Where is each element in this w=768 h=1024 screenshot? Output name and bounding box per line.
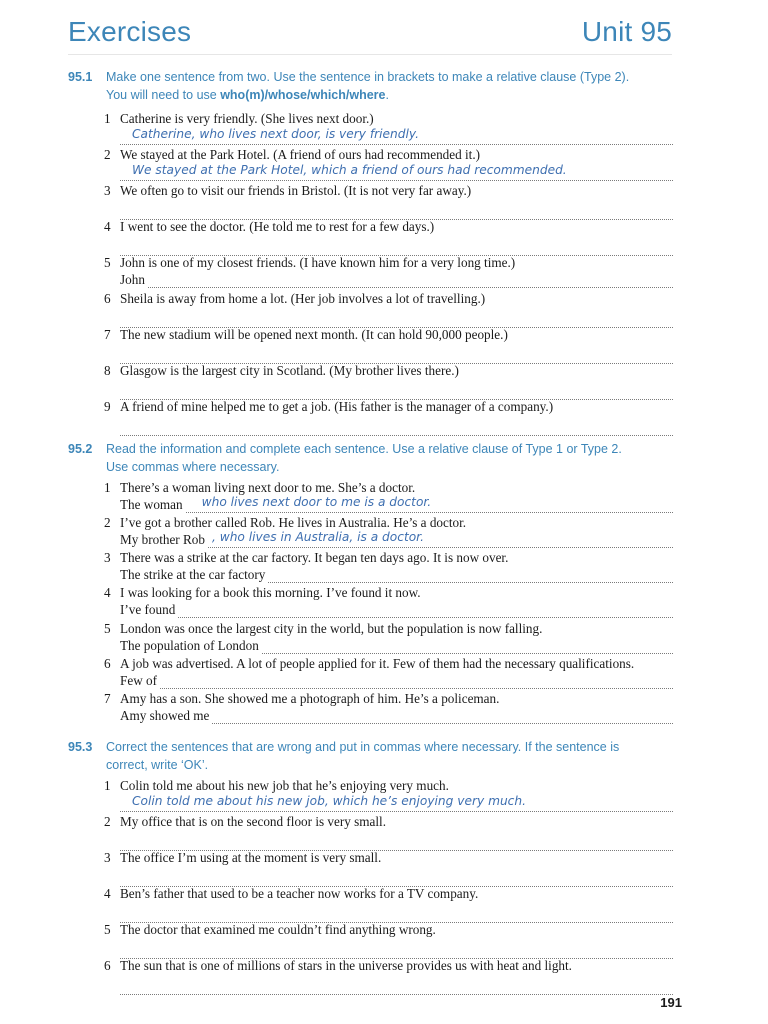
sentence-stem: I’ve found <box>120 602 176 617</box>
question-text: There’s a woman living next door to me. She’s a doctor. <box>120 480 416 495</box>
question-text: I went to see the doctor. (He told me to rest for a few days.) <box>120 219 435 234</box>
section-number: 95.2 <box>68 442 93 456</box>
question-text: We often go to visit our friends in Bristol. (It is not very far away.) <box>120 183 472 198</box>
handwritten-answer: Catherine, who lives next door, is very friendly. <box>132 127 420 141</box>
question-text: Catherine is very friendly. (She lives next door.) <box>120 111 374 126</box>
sentence-stem: The strike at the car factory <box>120 567 266 582</box>
question-text: My office that is on the second floor is very small. <box>120 814 387 829</box>
sentence-stem: John <box>120 272 145 287</box>
question-text: Glasgow is the largest city in Scotland. (My brother lives there.) <box>120 363 459 378</box>
answer-line[interactable] <box>120 977 673 995</box>
answer-line[interactable] <box>120 707 673 724</box>
question-text: The new stadium will be opened next month. (It can hold 90,000 people.) <box>120 327 508 342</box>
section-instructions: 95.1 Make one sentence from two. Use the sentence in brackets to make a relative clause (Type 2). You will need to use who(m)/whose/which/where. <box>68 70 630 102</box>
answer-line[interactable] <box>120 672 673 689</box>
sentence-stem: Few of <box>120 673 157 688</box>
question-text: John is one of my closest friends. (I have known him for a very long time.) <box>120 255 516 270</box>
section-95-2: 95.2 Read the information and complete each sentence. Use a relative clause of Type 1 or Type 2. Use commas where necessary. 1 There’s a woman living next door to me. She’s a doctor. The woman who lives next door to me is a doctor. 2 I’ve got a brother called Rob. He lives in Australia. He’s a doctor. My brother Rob , who lives in Australia, is a doctor. 3 There was a strike at the car factory. It began ten days ago. It is now over. The strike at the car factory 4 I was looking for a book this morning. I’ve found it now. I’ve found 5 London was once the largest city in the world, but the population is now falling. The population of London 6 A job was advertised. A lot of people applied for it. Few of them had the necessary qualifications. Few of 7 Amy has a son. She showed me a photograph of him. He’s a policeman. Amy showed me <box>68 440 673 476</box>
sentence-stem: Amy showed me <box>120 708 210 723</box>
question-text: The office I’m using at the moment is very small. <box>120 850 382 865</box>
question-text: Colin told me about his new job that he’s enjoying very much. <box>120 778 449 793</box>
section-95-1: 95.1 Make one sentence from two. Use the sentence in brackets to make a relative clause (Type 2). You will need to use who(m)/whose/which/where. 1 Catherine is very friendly. (She lives next door.) Catherine, who lives next door, is very friendly. 2 We stayed at the Park Hotel. (A friend of ours had recommended it.) We stayed at the Park Hotel, which a friend of ours had recommended. 3 We often go to visit our friends in Bristol. (It is not very far away.) 4 I went to see the doctor. (He told me to rest for a few days.) 5 John is one of my closest friends. (I have known him for a very long time.) John 6 Sheila is away from home a lot. (Her job involves a lot of travelling.) 7 The new stadium will be opened next month. (It can hold 90,000 people.) 8 Glasgow is the largest city in Scotland. (My brother lives there.) 9 A friend of mine helped me to get a job. (His father is the manager of a company.) <box>68 68 673 104</box>
section-number: 95.3 <box>68 740 93 754</box>
answer-line[interactable] <box>120 601 673 618</box>
question-text: London was once the largest city in the world, but the population is now falling. <box>120 621 543 636</box>
page-title: Exercises <box>68 16 192 47</box>
handwritten-answer: who lives next door to me is a doctor. <box>201 495 432 509</box>
answer-line[interactable] <box>120 496 673 513</box>
section-instructions: 95.3 Correct the sentences that are wrong and put in commas where necessary. If the sentence is correct, write ‘OK’. <box>68 740 620 772</box>
section-95-3: 95.3 Correct the sentences that are wrong and put in commas where necessary. If the sentence is correct, write ‘OK’. 1 Colin told me about his new job that he’s enjoying very much. Colin told me about his new job, which he’s enjoying very much. 2 My office that is on the second floor is very small. 3 The office I’m using at the moment is very small. 4 Ben’s father that used to be a teacher now works for a TV company. 5 The doctor that examined me couldn’t find anything wrong. 6 The sun that is one of millions of stars in the universe provides us with heat and light. <box>68 738 673 774</box>
answer-line[interactable] <box>120 163 673 181</box>
question-text: The sun that is one of millions of stars in the universe provides us with heat and light. <box>120 958 572 973</box>
sentence-stem: The population of London <box>120 638 259 653</box>
question-text: A friend of mine helped me to get a job. (His father is the manager of a company.) <box>120 399 554 414</box>
handwritten-answer: We stayed at the Park Hotel, which a friend of ours had recommended. <box>132 163 567 177</box>
answer-line[interactable] <box>120 566 673 583</box>
header-divider <box>68 54 672 55</box>
sentence-stem: My brother Rob <box>120 532 205 547</box>
answer-line[interactable] <box>120 271 673 288</box>
question-text: Amy has a son. She showed me a photograph of him. He’s a policeman. <box>120 691 500 706</box>
answer-line[interactable] <box>120 531 673 548</box>
page-number: 191 <box>660 995 682 1010</box>
question-text: The doctor that examined me couldn’t find anything wrong. <box>120 922 436 937</box>
section-instructions: 95.2 Read the information and complete each sentence. Use a relative clause of Type 1 or Type 2. Use commas where necessary. <box>68 442 622 474</box>
handwritten-answer: , who lives in Australia, is a doctor. <box>211 530 424 544</box>
unit-title: Unit 95 <box>581 16 672 47</box>
question-text: Ben’s father that used to be a teacher now works for a TV company. <box>120 886 479 901</box>
question-text: Sheila is away from home a lot. (Her job involves a lot of travelling.) <box>120 291 486 306</box>
answer-line[interactable] <box>120 418 673 436</box>
question-text: There was a strike at the car factory. It began ten days ago. It is now over. <box>120 550 509 565</box>
sentence-stem: The woman <box>120 497 183 512</box>
question-text: We stayed at the Park Hotel. (A friend of ours had recommended it.) <box>120 147 481 162</box>
section-number: 95.1 <box>68 70 93 84</box>
answer-line[interactable] <box>120 794 673 812</box>
handwritten-answer: Colin told me about his new job, which he’s enjoying very much. <box>132 794 526 808</box>
answer-line[interactable] <box>120 637 673 654</box>
answer-line[interactable] <box>120 127 673 145</box>
question-text: I’ve got a brother called Rob. He lives in Australia. He’s a doctor. <box>120 515 467 530</box>
question-text: A job was advertised. A lot of people applied for it. Few of them had the necessary qualifications. <box>120 656 635 671</box>
question-text: I was looking for a book this morning. I’ve found it now. <box>120 585 421 600</box>
